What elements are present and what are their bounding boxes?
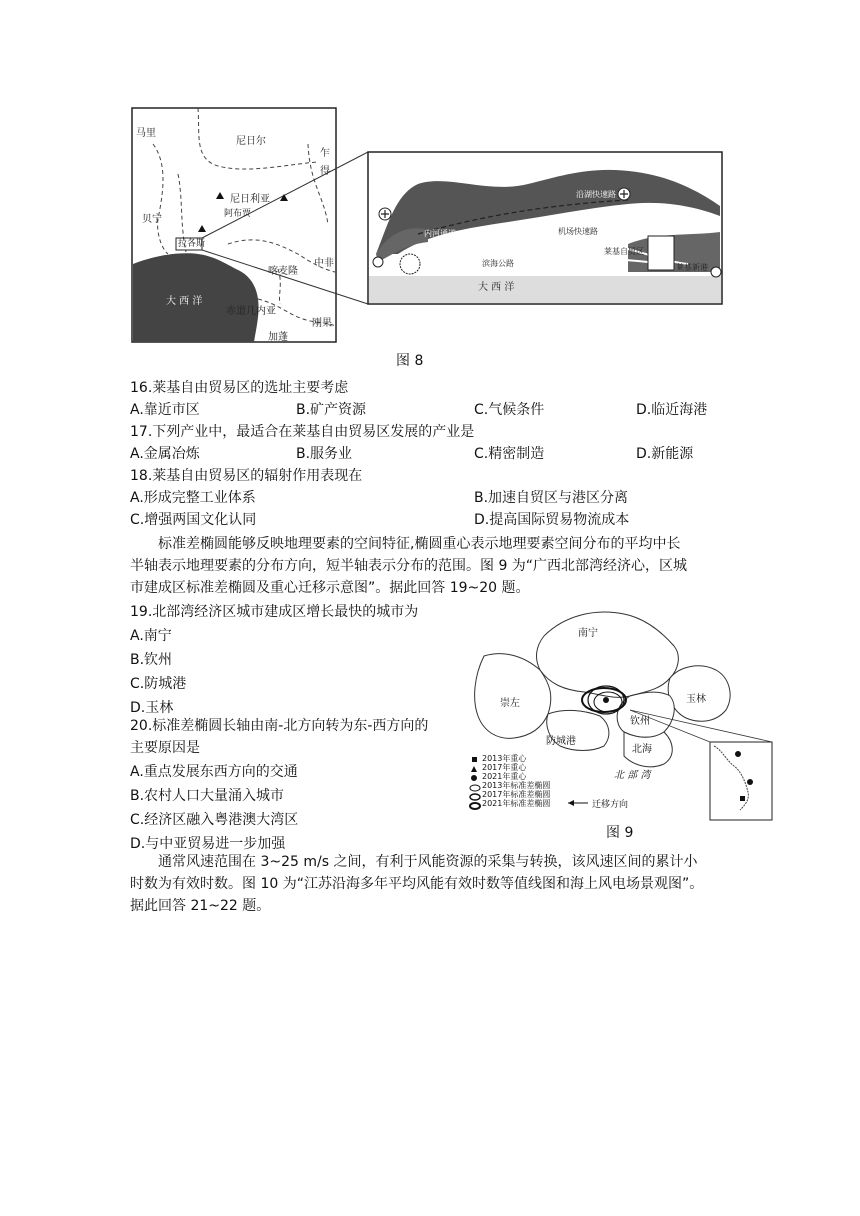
option: D.新能源 <box>636 446 694 462</box>
label-lagos: 拉各斯 <box>178 239 206 249</box>
label-lekki-airport: 莱基国际机场 <box>624 205 672 214</box>
label-eq-guinea: 赤道几内亚 <box>226 306 276 317</box>
label-cameroon: 喀麦隆 <box>268 266 298 277</box>
figure-8 <box>128 104 732 372</box>
label-airport-road: 机场快速路 <box>558 227 598 236</box>
arrow-label: 迁移方向 <box>592 800 629 810</box>
label-beibu-gulf: 北 部 湾 <box>614 770 651 781</box>
intro-21-line-3: 据此回答 21~22 题。 <box>130 898 271 914</box>
question-19-stem: 19.北部湾经济区城市建成区增长最快的城市为 <box>130 604 419 620</box>
figure-8-caption: 图 8 <box>396 353 424 369</box>
label-central-africa: 中非 <box>314 258 334 269</box>
option: B.农村人口大量涌入城市 <box>130 788 285 804</box>
figure-9-caption: 图 9 <box>606 825 634 841</box>
intro-19-line-1: 标准差椭圆能够反映地理要素的空间特征,椭圆重心表示地理要素空间分布的平均中长 <box>158 536 681 552</box>
option: B.服务业 <box>296 446 353 462</box>
label-yulin: 玉林 <box>686 694 706 705</box>
label-mali: 马里 <box>136 128 156 139</box>
option: D.临近海港 <box>636 402 708 418</box>
option: A.重点发展东西方向的交通 <box>130 764 298 780</box>
option: B.矿产资源 <box>296 402 367 418</box>
question-16-stem: 16.莱基自由贸易区的选址主要考虑 <box>130 380 349 396</box>
option: C.增强两国文化认同 <box>130 512 257 528</box>
arrow-icon <box>568 800 574 806</box>
label-lekki-port: 莱基新港 <box>676 263 708 272</box>
option: A.南宁 <box>130 628 172 644</box>
option: B.钦州 <box>130 652 173 668</box>
label-chongzuo: 崇左 <box>500 698 520 709</box>
option: A.靠近市区 <box>130 402 200 418</box>
label-coastal-road: 滨海公路 <box>482 259 514 268</box>
figure-8-map <box>128 104 732 372</box>
airplane-icon <box>618 188 630 200</box>
option: D.与中亚贸易进一步加强 <box>130 836 286 852</box>
option: D.提高国际贸易物流成本 <box>474 512 630 528</box>
label-benin: 贝宁 <box>142 214 162 225</box>
label-inset-atlantic: 大 西 洋 <box>478 282 515 293</box>
label-lakeside-road: 沿湖快速路 <box>576 190 616 199</box>
label-niger: 尼日尔 <box>236 136 266 147</box>
label-atlantic: 大 西 洋 <box>166 296 203 307</box>
option: C.精密制造 <box>474 446 545 462</box>
question-18-stem: 18.莱基自由贸易区的辐射作用表现在 <box>130 468 363 484</box>
svg-text:得: 得 <box>320 166 330 177</box>
label-chad: 乍 <box>320 148 330 159</box>
question-17-stem: 17.下列产业中，最适合在莱基自由贸易区发展的产业是 <box>130 424 475 440</box>
intro-21-line-2: 时数为有效时数。图 10 为“江苏沿海多年平均风能有效时数等值线图和海上风电场景观图”。 <box>130 876 704 892</box>
label-nanning: 南宁 <box>578 628 598 639</box>
option: A.形成完整工业体系 <box>130 490 256 506</box>
question-20-stem-1: 20.标准差椭圆长轴由南-北方向转为东-西方向的 <box>130 718 429 734</box>
label-qinzhou: 钦州 <box>630 716 650 727</box>
figure-9-legend: 2013年重心 2017年重心 2021年重心 2013年标准差椭圆 2017年标准差椭圆 2021年标准差椭圆 <box>482 754 551 808</box>
label-abuja: 阿布贾 <box>224 209 252 219</box>
intro-19-line-3: 市建成区标准差椭圆及重心迁移示意图”。据此回答 19~20 题。 <box>130 580 530 596</box>
label-beihai: 北海 <box>632 744 652 755</box>
option: C.经济区融入粤港澳大湾区 <box>130 812 299 828</box>
intro-19-line-2: 半轴表示地理要素的分布方向，短半轴表示分布的范围。图 9 为“广西北部湾经济心，区城 <box>130 558 688 574</box>
label-fangchenggang: 防城港 <box>546 736 576 747</box>
question-20-stem-2: 主要原因是 <box>130 740 200 756</box>
label-congo: 刚果 <box>312 318 332 329</box>
airplane-icon <box>379 208 391 220</box>
label-nigeria: 尼日利亚 <box>230 194 270 205</box>
intro-21-line-1: 通常风速范围在 3~25 m/s 之间，有利于风能资源的采集与转换，该风速区间的累计小 <box>158 854 698 870</box>
label-gabon: 加蓬 <box>268 332 288 343</box>
label-inland-channel: 内河通道 <box>424 229 456 238</box>
option: B.加速自贸区与港区分离 <box>474 490 629 506</box>
option: A.金属冶炼 <box>130 446 200 462</box>
option: C.防城港 <box>130 676 187 692</box>
option: C.气候条件 <box>474 402 545 418</box>
label-lekki-ftz: 莱基自贸区 <box>604 247 644 256</box>
figure-9 <box>464 596 776 824</box>
option: D.玉林 <box>130 700 174 716</box>
